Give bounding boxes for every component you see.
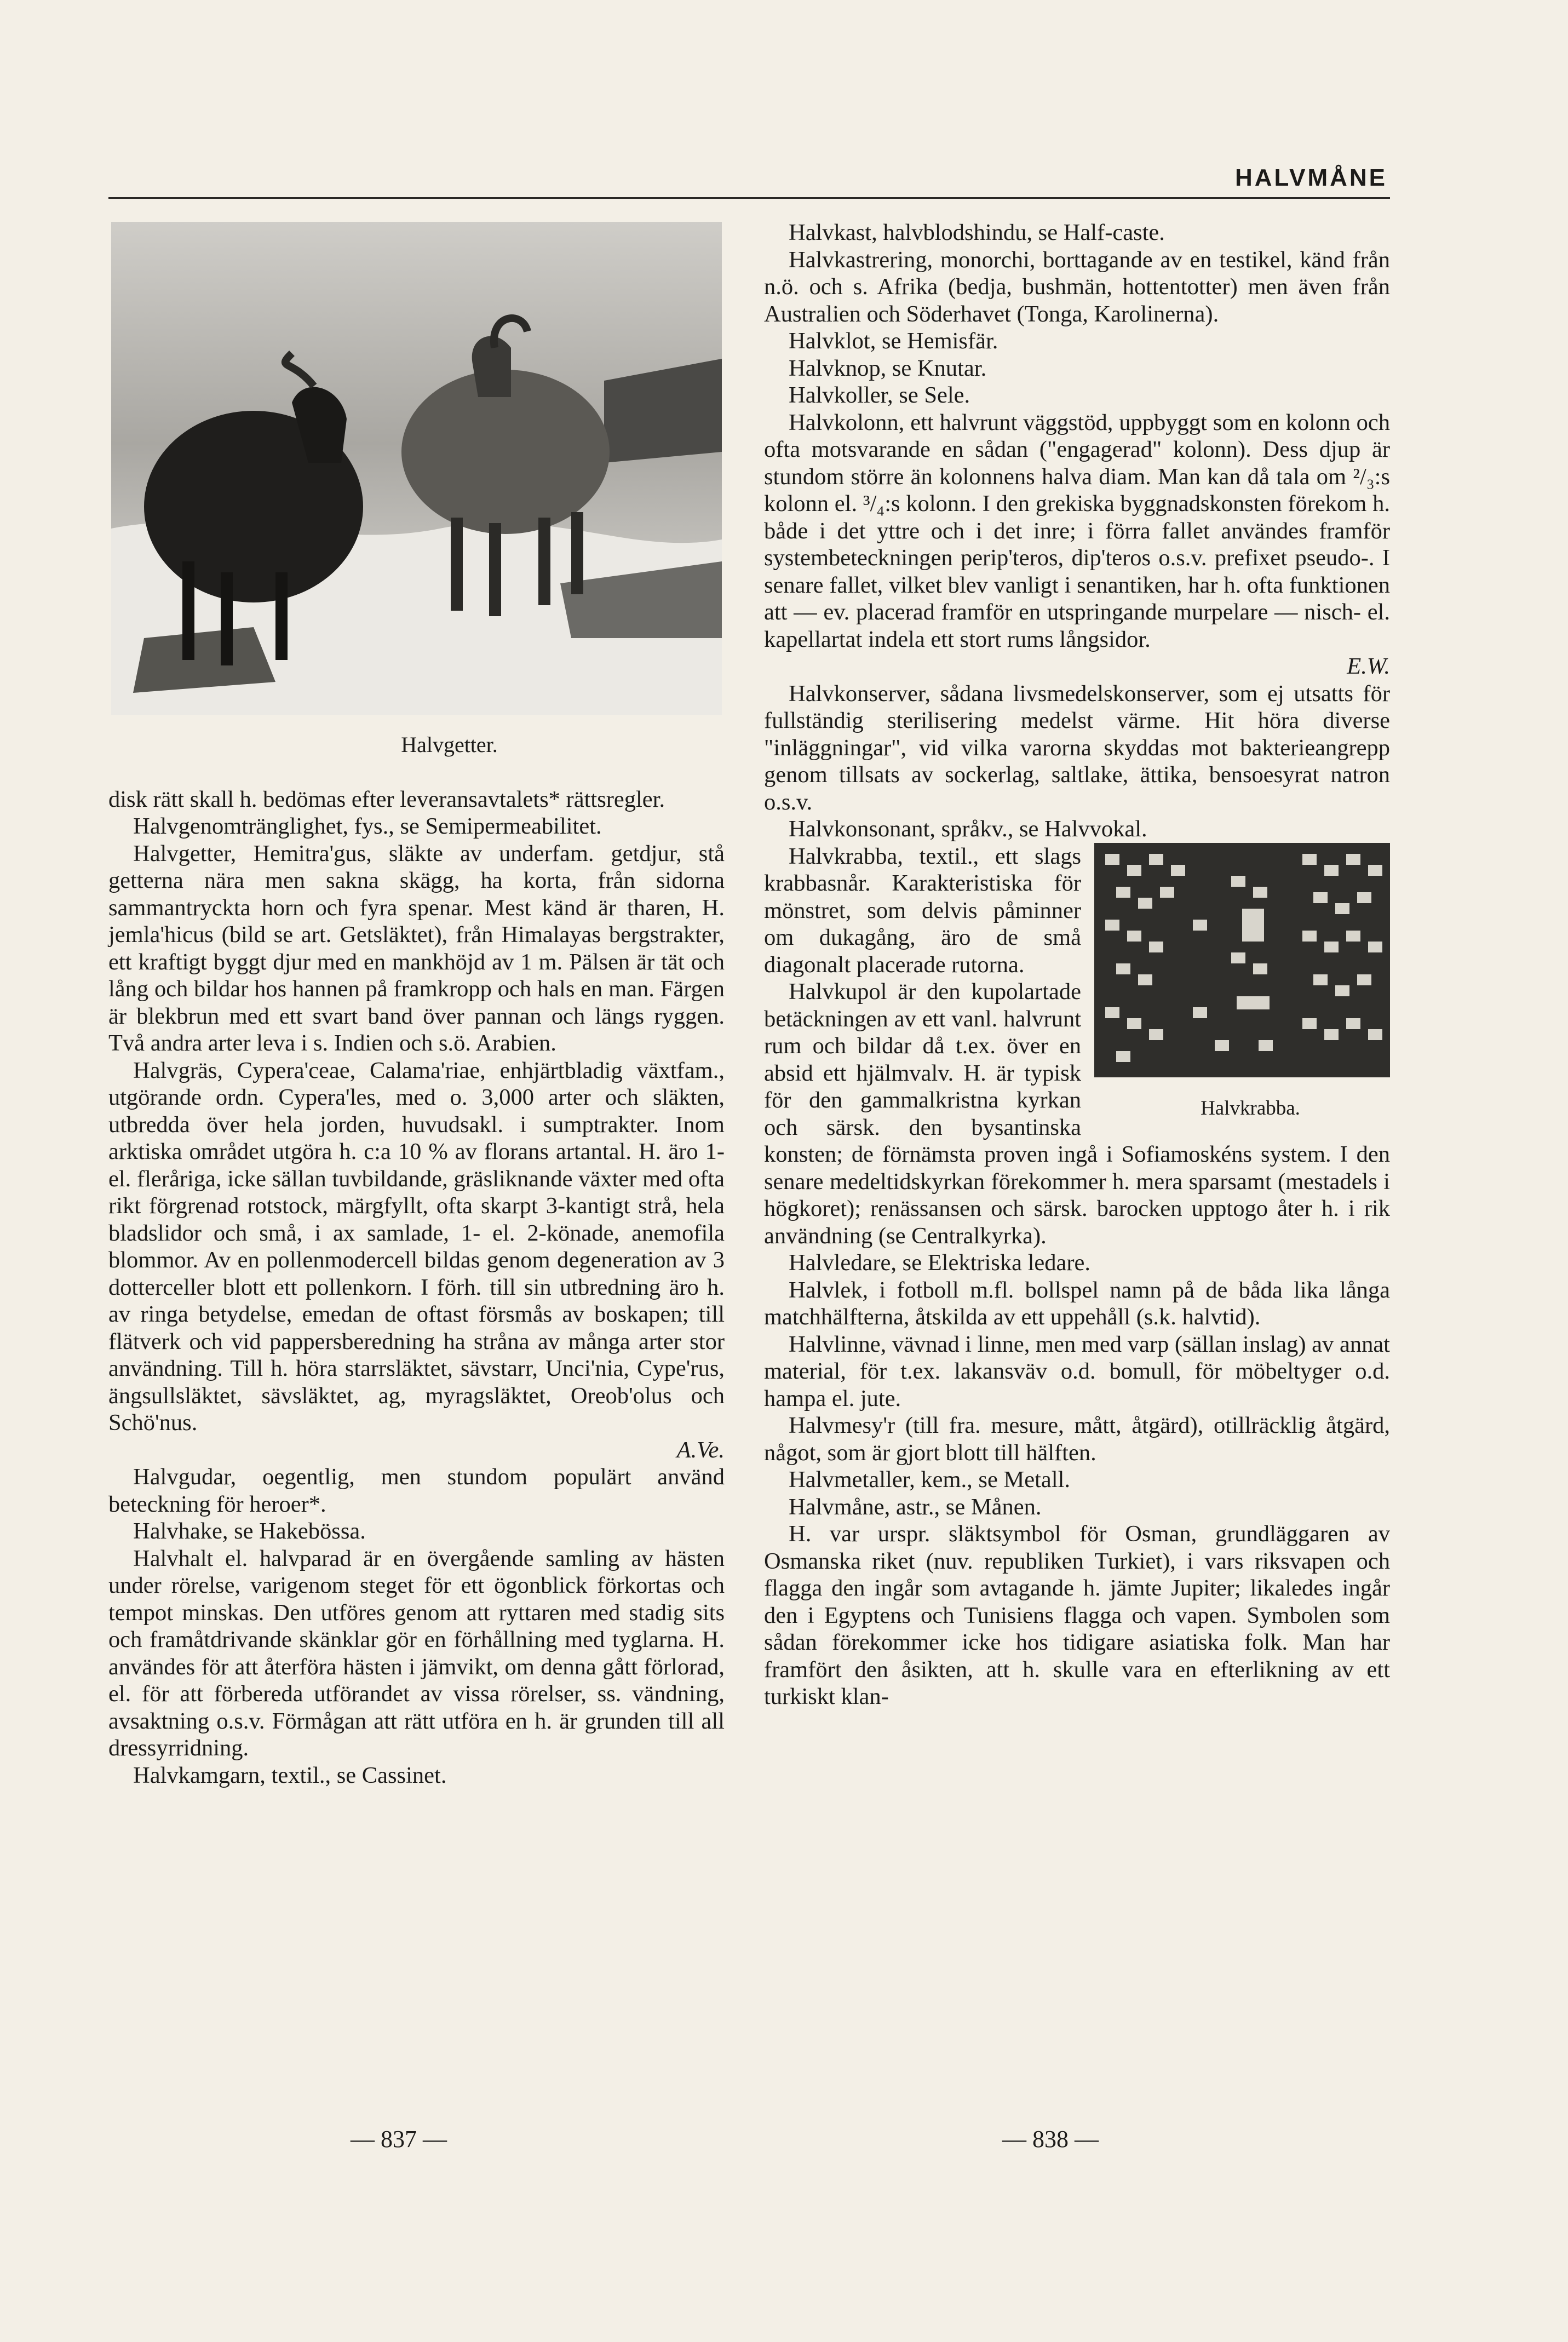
- entry-halvkolonn: Halvkolonn, ett halvrunt väggstöd, uppbyggt som en kolonn och ofta motsvarande en sådan ("engagerad" kolonn). Dess djup är stundom större än kolonnens halva diam. Man kan då tala om ²/₃:s kolonn el. ³/₄:s kolonn. I den grekiska byggnadskonsten förekom h. både i det yttre och i det inre; i förra fallet användes framför systembeteckningen perip'teros, dip'teros o.s.v. prefixet pseudo-. I senare fallet, vilket blev vanligt i senantiken, har h. ofta funktionen att — ev. placerad framför en utspringande murpelare — nisch- el. kapellartat indela ett stort rums långsidor.: [764, 409, 1390, 652]
- knit-pattern-swatch-icon: [1094, 843, 1390, 1077]
- signature-ew: E.W.: [1347, 653, 1390, 679]
- entry-halvmane-continued: H. var urspr. släktsymbol för Osman, grundläggaren av Osmanska riket (nuv. republiken Turkiet), i vars riksvapen och flagga den ingår som avtagande h. jämte Jupiter; likaledes ingår den i Egyptens och Tunisiens flagga och vapen. Symbolen som sådan förekommer icke hos tidigare asiatiska folk. Man har framfört den åsikten, att h. skulle vara en efterlikning av ett turkiskt klan-: [764, 1521, 1390, 1709]
- entry-halvkast: Halvkast, halvblodshindu, se Half-caste.: [789, 220, 1165, 245]
- page-number-right: — 838 —: [1002, 2126, 1099, 2152]
- header-rule: [108, 197, 1390, 199]
- entry-halvkamgarn: Halvkamgarn, textil., se Cassinet.: [133, 1762, 447, 1788]
- entry-halvgras: Halvgräs, Cypera'ceae, Calama'riae, enhjärtbladig växtfam., utgörande ordn. Cypera'les, med o. 3,000 arter och släkten, utbredda över hela jorden, huvudsakl. i sumptrakter. Inom arktiska området utgöra h. c:a 10 % av florans artantal. H. äro 1- el. fleråriga, icke sällan tuvbildande, gräsliknande växter med ofta rikt förgrenad rotstock, märgfyllt, ofta skarpt 3-kantigt strå, hela bladslidor och små, i ax samlade, 1- el. 2-könade, anemofila blommor. Av en pollenmodercell bildas genom degeneration av 3 dotterceller blott ett pollenkorn. I förh. till sin utbredning äro h. av ringa betydelse, emedan de oftast försmås av boskapen; till flätverk och vid pappersberedning ha stråna av många arter stor användning. Till h. höra starrsläktet, sävstarr, Unci'nia, Cype'rus, ängsullsläktet, sävsläktet, ag, myragsläktet, Oreob'olus och Schö'nus.: [108, 1057, 725, 1436]
- entry-halvhalt: Halvhalt el. halvparad är en övergående samling av hästen under rörelse, varigenom steget för ett ögonblick förkortas och tempot minskas. Den utföres genom att ryttaren med stadig sits och framåtdrivande skänklar gör en förhållning med tyglarna. H. användes för att återföra hästen i jämvikt, om denna gått förlorad, el. för att förbereda utförandet av vissa rörelser, ss. vändning, avsaktning o.s.v. Förmågan att rätt utföra en h. är grunden till all dressyrridning.: [108, 1545, 725, 1761]
- entry-halvgudar: Halvgudar, oegentlig, men stundom populärt använd beteckning för heroer*.: [108, 1464, 725, 1517]
- entry-halvkoller: Halvkoller, se Sele.: [789, 382, 970, 408]
- entry-halvmane: Halvmåne, astr., se Månen.: [789, 1494, 1042, 1520]
- figure-caption-halvkrabba: Halvkrabba.: [1201, 1097, 1300, 1120]
- entry-continuation: disk rätt skall h. bedömas efter leveransavtalets* rättsregler.: [108, 786, 665, 812]
- entry-halvkonsonant: Halvkonsonant, språkv., se Halvvokal.: [789, 816, 1147, 842]
- entry-halvkonserver: Halvkonserver, sådana livsmedelskonserver, som ej utsatts för fullständig sterilisering medelst värme. Hit höra diverse "inläggningar", vid vilka varorna skyddas mot bakterieangrepp genom tillsats av sockerlag, saltlake, ättika, bensoesyrat natron o.s.v.: [764, 680, 1390, 815]
- entry-halvmesyr: Halvmesy'r (till fra. mesure, mått, åtgärd), otillräcklig åtgärd, något, som är gjort blott till hälften.: [764, 1413, 1390, 1466]
- knit-pattern-drawing: [1094, 843, 1390, 1077]
- left-column: [108, 219, 725, 1789]
- entry-halvhake: Halvhake, se Hakebössa.: [133, 1518, 366, 1544]
- entry-halvgetter: Halvgetter, Hemitra'gus, släkte av underfam. getdjur, stå getterna nära men sakna skägg, ha korta, från sidorna sammantryckta horn och fyra spenar. Mest känd är tharen, H. jemla'hicus (bild se art. Getsläktet), från Himalayas bergstrakter, ett kraftigt byggt djur med en mankhöjd av 1 m. Pälsen är tät och lång och bildar hos hannen på framkropp och hals en man. Färgen är blekbrun med ett svart band över pannan och längs ryggen. Två andra arter leva i s. Indien och s.ö. Arabien.: [108, 840, 725, 1056]
- entry-halvknop: Halvknop, se Knutar.: [789, 355, 987, 381]
- goats-photo-drawing: [111, 222, 722, 715]
- entry-halvgenomtranglighet: Halvgenomtränglighet, fys., se Semipermeabilitet.: [133, 813, 602, 839]
- page-number-left: — 837 —: [351, 2126, 447, 2152]
- entry-halvledare: Halvledare, se Elektriska ledare.: [789, 1250, 1091, 1276]
- entry-halvkupol: Halvkupol är den kupolartade betäckningen av ett vanl. halvrunt rum och bildar då t.ex. över en absid ett hjälmvalv. H. är typisk för den gammalkristna kyrkan och särsk. den bysantinska konsten; de förnämsta proven ingå i Sofiamoskéns system. I den senare medeltidskyrkan förekommer h. mera sparsamt (mestadels i högkoret); renässansen och särsk. barocken upptogo åter h. i rik användning (se Centralkyrka).: [764, 979, 1390, 1249]
- entry-halvkrabba: Halvkrabba, textil., ett slags krabbasnår. Karakteristiska för mönstret, som delvis påminner om dukagång, äro de små diagonalt placerade rutorna.: [764, 843, 1081, 978]
- entry-halvkastrering: Halvkastrering, monorchi, borttagande av en testikel, känd från n.ö. och s. Afrika (bedja, bushmän, hottentotter) men även från Australien och Söderhavet (Tonga, Karolinerna).: [764, 246, 1390, 327]
- figure-halvkrabba: [1094, 843, 1390, 1122]
- goats-photograph-icon: [111, 222, 722, 715]
- entry-halvklot: Halvklot, se Hemisfär.: [789, 328, 998, 354]
- entry-halvlek: Halvlek, i fotboll m.fl. bollspel namn på de båda lika långa matchhälfterna, åtskilda av ett uppehåll (s.k. halvtid).: [764, 1277, 1390, 1330]
- entry-halvlinne: Halvlinne, vävnad i linne, men med varp (sällan inslag) av annat material, för t.ex. lakansväv o.d. bomull, för möbeltyger o.d. hampa el. jute.: [764, 1331, 1390, 1411]
- entry-halvmetaller: Halvmetaller, kem., se Metall.: [789, 1467, 1071, 1493]
- signature-ave: A.Ve.: [676, 1437, 725, 1463]
- right-column: [764, 219, 1390, 1710]
- figure-caption-halvgetter: Halvgetter.: [401, 732, 498, 757]
- running-head: HALVMÅNE: [1234, 164, 1387, 191]
